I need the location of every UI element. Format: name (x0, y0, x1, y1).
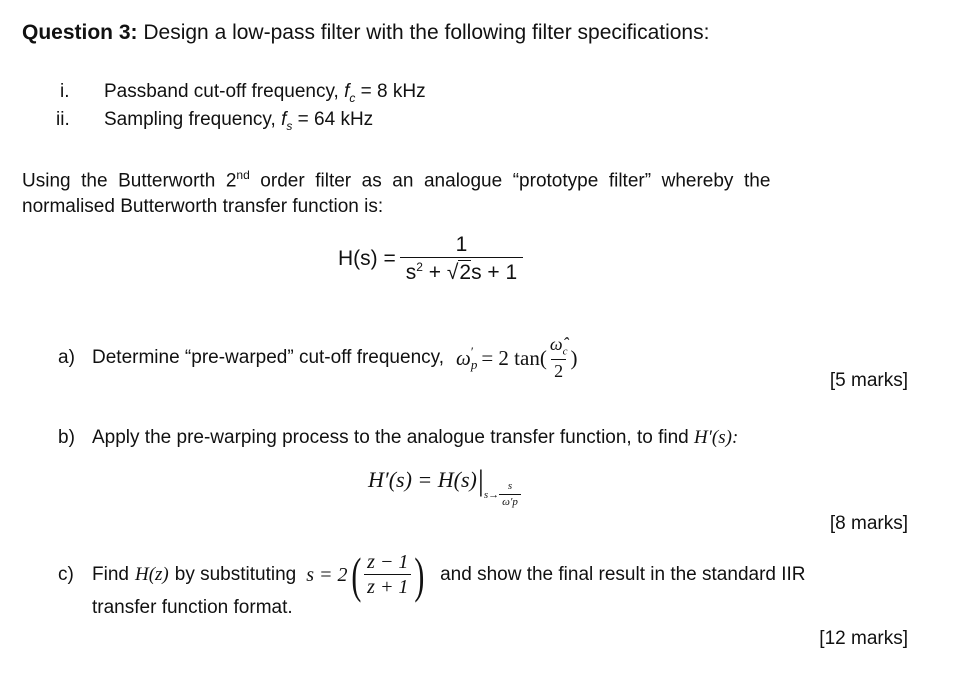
spec-label: Passband cut-off frequency, (104, 81, 339, 102)
equation-denominator: $s^2 + √2s + 1$ (400, 257, 523, 284)
part-b-marks: [8 marks] (829, 513, 908, 534)
spec-numeral: ii. (56, 109, 70, 130)
bilinear-substitution: s = 2 ( $\frac{z - 1}{z + 1}$ ) (306, 547, 425, 603)
spec-value: = 64 kHz (297, 109, 374, 130)
spec-item-2 (56, 109, 373, 133)
spec-symbol: $f_s$ (281, 109, 293, 133)
part-a-marks: [5 marks] (829, 370, 908, 391)
equation-numerator: 1 (455, 233, 468, 256)
part-c-line-2: transfer function format. (92, 597, 293, 618)
paragraph-line-2: normalised Butterworth transfer function is: (22, 196, 384, 217)
question-intro: Design a low-pass filter with the following filter specifications: (143, 21, 710, 44)
prewarp-substitution-equation: H′(s) = H(s) | s→ $\frac{s}{\omega'p}$ (368, 467, 521, 508)
prewarp-formula: ω ′ p = 2 tan( $\frac{\omegâ_c}{2}$ ) (456, 334, 578, 382)
spec-numeral: i. (60, 81, 70, 102)
part-b-label: b) (58, 427, 75, 448)
part-a-text: Determine “pre-warped” cut-off frequency, (92, 347, 445, 369)
part-c-label: c) (58, 564, 74, 585)
part-c-symbol: H(z) (134, 564, 169, 585)
paragraph-line-1: Using the Butterworth 2nd order filter as an analogue “prototype filter” whereby the (22, 168, 771, 192)
part-b-text: Apply the pre-warping process to the analogue transfer function, to find (92, 427, 689, 448)
part-a (58, 335, 577, 381)
part-a-label: a) (58, 347, 75, 369)
question-title: Question 3: (22, 21, 138, 44)
question-heading (22, 21, 709, 45)
spec-label: Sampling frequency, (104, 109, 276, 130)
equation-fraction (400, 234, 523, 284)
spec-value: = 8 kHz (360, 81, 426, 102)
equation-lhs: H(s) = (338, 247, 396, 271)
part-b-symbol: H′(s): (694, 427, 739, 448)
part-c-marks: [12 marks] (819, 628, 908, 649)
spec-symbol: $f_c$ (344, 81, 356, 105)
transfer-function-equation (338, 234, 523, 284)
part-c-line-1: c) Find H(z) by substituting s = 2 ( $\frac{z - 1}{z + 1}$ ) and show the final result in the standard IIR (58, 547, 806, 603)
part-b (58, 427, 738, 449)
spec-item-1 (60, 81, 426, 105)
